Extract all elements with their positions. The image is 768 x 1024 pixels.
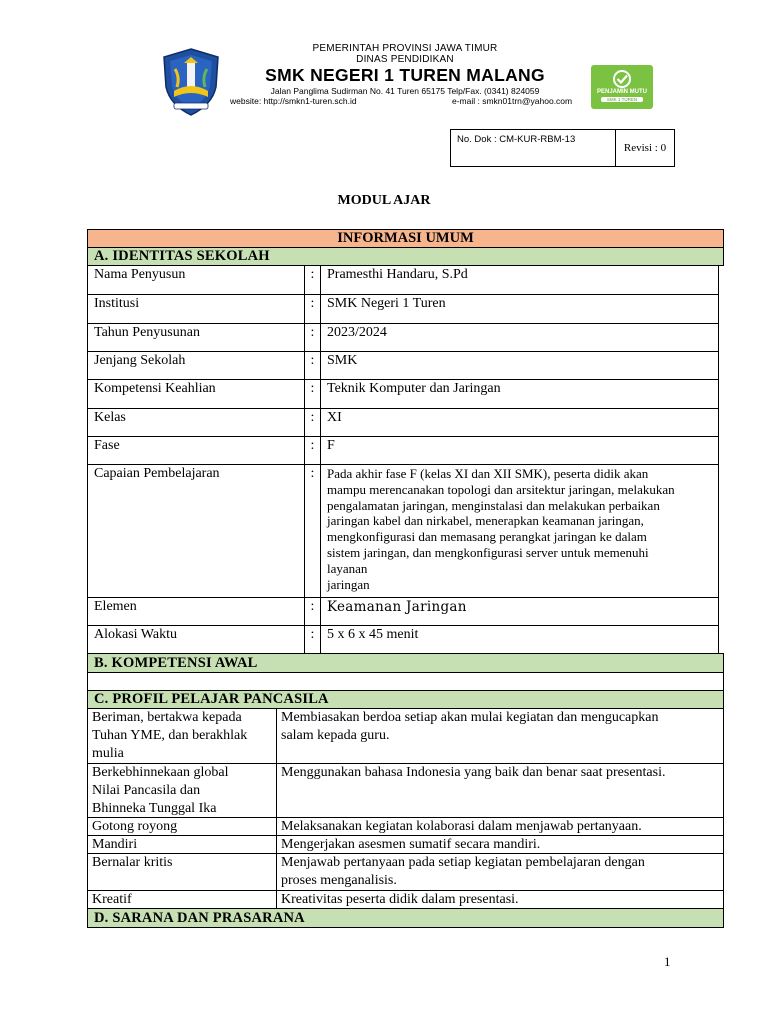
value-elemen: Keamanan Jaringan xyxy=(320,597,719,626)
letterhead xyxy=(160,43,656,121)
profil-label-line: Nilai Pancasila dan xyxy=(92,783,201,798)
value-fase: F xyxy=(320,436,719,465)
east-java-emblem-icon xyxy=(160,47,222,117)
department-line: DINAS PENDIDIKAN xyxy=(356,54,454,65)
profil-label-line: Bernalar kritis xyxy=(92,855,173,870)
capaian-line: jaringan kabel dan nirkabel, menerapkan keamanan jaringan, xyxy=(327,513,644,529)
profil-description xyxy=(276,763,724,818)
label-tahun-penyusunan: Tahun Penyusunan xyxy=(87,323,305,352)
profil-label xyxy=(87,853,277,891)
profil-label-line: Kreatif xyxy=(92,892,132,907)
kompetensi-awal-content xyxy=(87,672,724,691)
profil-label xyxy=(87,763,277,818)
profil-label-line: Gotong royong xyxy=(92,819,178,834)
value-institusi: SMK Negeri 1 Turen xyxy=(320,294,719,324)
value-jenjang-sekolah: SMK xyxy=(320,351,719,380)
government-line: PEMERINTAH PROVINSI JAWA TIMUR xyxy=(312,43,498,54)
profil-label xyxy=(87,708,277,764)
contact-line xyxy=(230,96,580,106)
label-capaian-pembelajaran: Capaian Pembelajaran xyxy=(87,464,305,598)
profil-description-line: proses menganalisis. xyxy=(281,873,397,888)
label-kompetensi-keahlian: Kompetensi Keahlian xyxy=(87,379,305,409)
colon: : xyxy=(304,351,321,380)
value-kompetensi-keahlian: Teknik Komputer dan Jaringan xyxy=(320,379,719,409)
profil-label xyxy=(87,817,277,836)
value-kelas: XI xyxy=(320,408,719,437)
capaian-line: layanan xyxy=(327,560,368,576)
value-alokasi-waktu: 5 x 6 x 45 menit xyxy=(320,625,719,654)
colon: : xyxy=(304,625,321,654)
profil-description-line: Kreativitas peserta didik dalam presentasi. xyxy=(281,892,519,907)
profil-label xyxy=(87,890,277,909)
profil-description-line: Mengerjakan asesmen sumatif secara mandiri. xyxy=(281,837,541,852)
colon: : xyxy=(304,464,321,598)
label-nama-penyusun: Nama Penyusun xyxy=(87,265,305,295)
section-d-header: D. SARANA DAN PRASARANA xyxy=(87,908,724,928)
badge-title: PENJAMIN MUTU xyxy=(596,89,647,95)
profil-label-line: mulia xyxy=(92,746,124,761)
document-number-box xyxy=(450,129,675,167)
label-fase: Fase xyxy=(87,436,305,465)
revision-number: Revisi : 0 xyxy=(623,142,667,154)
label-elemen: Elemen xyxy=(87,597,305,626)
profil-description-line: Membiasakan berdoa setiap akan mulai kegiatan dan mengucapkan xyxy=(281,710,659,725)
profil-description-line: Melaksanakan kegiatan kolaborasi dalam menjawab pertanyaan. xyxy=(281,819,642,834)
capaian-line: mampu merencanakan topologi dan arsitektur jaringan, melakukan xyxy=(327,481,675,497)
profil-description-line: salam kepada guru. xyxy=(281,728,390,743)
section-b-header: B. KOMPETENSI AWAL xyxy=(87,653,724,673)
profil-description xyxy=(276,890,724,909)
profil-label-line: Bhinneka Tunggal Ika xyxy=(92,801,217,816)
colon: : xyxy=(304,294,321,324)
profil-label-line: Berkebhinnekaan global xyxy=(92,765,229,780)
capaian-line: Pada akhir fase F (kelas XI dan XII SMK), peserta didik akan xyxy=(327,466,649,481)
document-number: No. Dok : CM-KUR-RBM-13 xyxy=(451,130,616,166)
capaian-line: pengalamatan jaringan, menginstalasi dan melakukan perbaikan xyxy=(327,497,660,513)
capaian-line: sistem jaringan, dan mengkonfigurasi server untuk memenuhi xyxy=(327,544,649,560)
badge-subtitle: SMK 1 TUREN xyxy=(601,97,643,102)
value-tahun-penyusunan: 2023/2024 xyxy=(320,323,719,352)
profil-description xyxy=(276,817,724,836)
profil-label xyxy=(87,835,277,854)
profil-description-line: Menjawab pertanyaan pada setiap kegiatan pembelajaran dengan xyxy=(281,855,645,870)
website-link[interactable]: website: http://smkn1-turen.sch.id xyxy=(230,96,357,106)
informasi-umum-header: INFORMASI UMUM xyxy=(87,229,724,248)
value-capaian-pembelajaran xyxy=(320,464,719,598)
section-c-header: C. PROFIL PELAJAR PANCASILA xyxy=(87,690,724,709)
checkmark-icon xyxy=(612,69,632,89)
profil-label-line: Tuhan YME, dan berakhlak xyxy=(92,728,248,743)
capaian-line: jaringan xyxy=(327,576,370,592)
section-a-header: A. IDENTITAS SEKOLAH xyxy=(87,247,724,266)
profil-description-line: Menggunakan bahasa Indonesia yang baik dan benar saat presentasi. xyxy=(281,765,666,780)
profil-description xyxy=(276,708,724,764)
label-alokasi-waktu: Alokasi Waktu xyxy=(87,625,305,654)
label-jenjang-sekolah: Jenjang Sekolah xyxy=(87,351,305,380)
colon: : xyxy=(304,265,321,295)
email-link[interactable]: e-mail : smkn01trn@yahoo.com xyxy=(452,96,573,106)
capaian-line: mengkonfigurasi dan memasang perangkat jaringan ke dalam xyxy=(327,529,647,545)
colon: : xyxy=(304,436,321,465)
page-title: MODUL AJAR xyxy=(337,193,431,208)
school-address: Jalan Panglima Sudirman No. 41 Turen 65175 Telp/Fax. (0341) 824059 xyxy=(270,86,540,96)
label-kelas: Kelas xyxy=(87,408,305,437)
profil-label-line: Mandiri xyxy=(92,837,138,852)
colon: : xyxy=(304,408,321,437)
letterhead-text xyxy=(230,43,580,121)
colon: : xyxy=(304,597,321,626)
quality-assurance-badge xyxy=(591,65,653,109)
school-name: SMK NEGERI 1 TUREN MALANG xyxy=(265,65,545,85)
colon: : xyxy=(304,323,321,352)
value-nama-penyusun: Pramesthi Handaru, S.Pd xyxy=(320,265,719,295)
profil-description xyxy=(276,853,724,891)
profil-description xyxy=(276,835,724,854)
label-institusi: Institusi xyxy=(87,294,305,324)
profil-label-line: Beriman, bertakwa kepada xyxy=(92,710,242,725)
colon: : xyxy=(304,379,321,409)
page-number: 1 xyxy=(664,954,671,969)
